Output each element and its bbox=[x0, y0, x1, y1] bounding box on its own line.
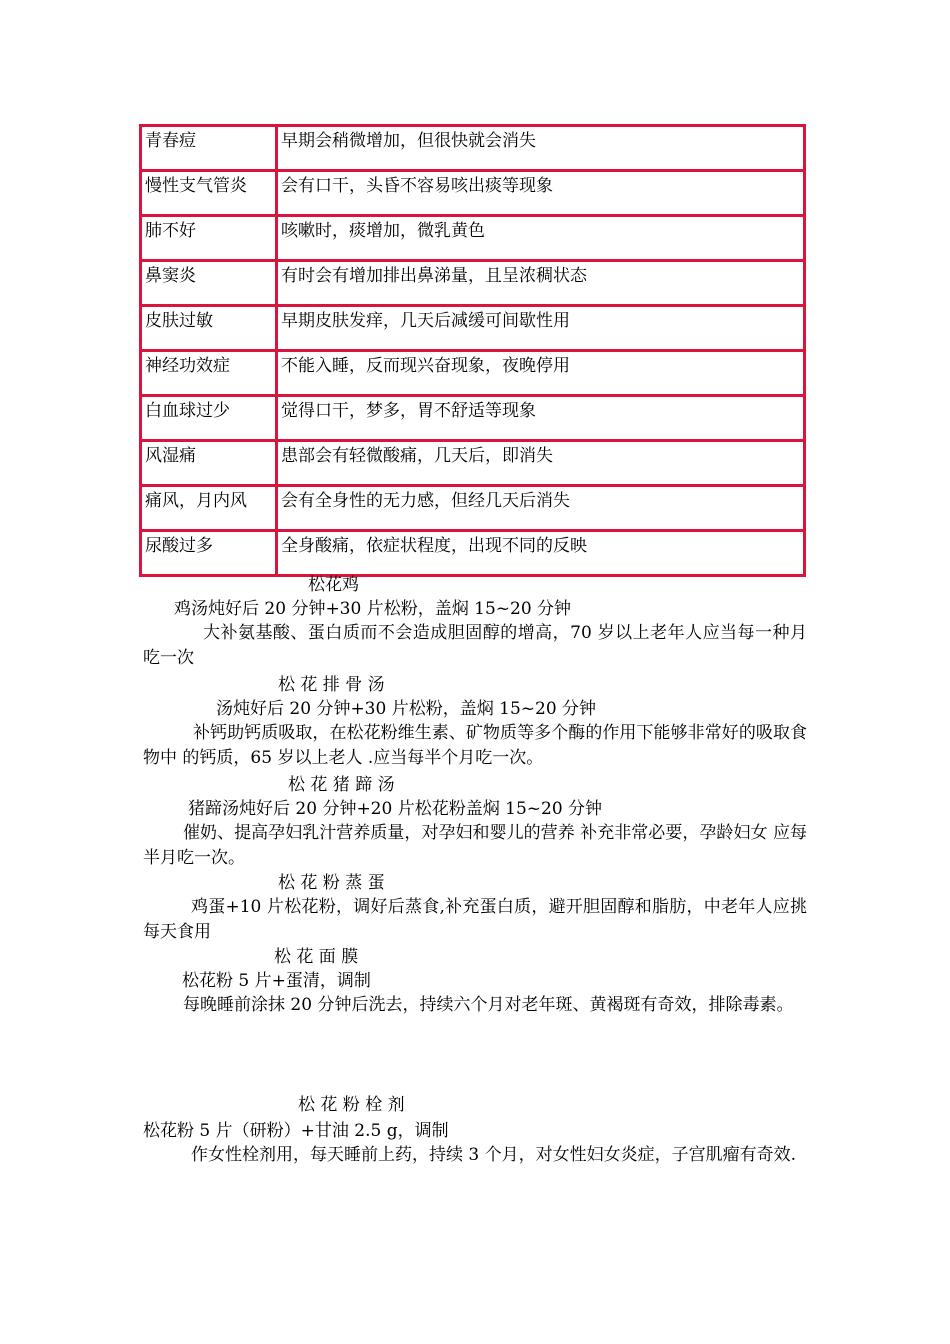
symptom-reaction-cell: 有时会有增加排出鼻涕量，且呈浓稠状态 bbox=[277, 261, 805, 306]
symptom-name-cell: 慢性支气管炎 bbox=[141, 171, 277, 216]
recipe-benefit-chicken: 大补氨基酸、蛋白质而不会造成胆固醇的增高，70 岁以上老年人应当每一种月吃一次 bbox=[143, 623, 807, 668]
recipe-benefit-suppository: 作女性栓剂用，每天睡前上药，持续 3 个月，对女性妇女炎症，子宫肌瘤有奇效. bbox=[191, 1145, 797, 1165]
symptom-reaction-cell: 会有全身性的无力感，但经几天后消失 bbox=[277, 486, 805, 531]
table-row bbox=[141, 486, 805, 531]
table-row bbox=[141, 396, 805, 441]
table-row bbox=[141, 171, 805, 216]
recipe-title-mask: 松 花 面 膜 bbox=[274, 947, 359, 967]
recipe-title-egg: 松 花 粉 蒸 蛋 bbox=[278, 873, 385, 893]
symptom-name-cell: 尿酸过多 bbox=[141, 531, 277, 576]
symptom-reaction-cell: 全身酸痛，依症状程度，出现不同的反映 bbox=[277, 531, 805, 576]
recipe-title-chicken: 松花鸡 bbox=[308, 575, 359, 595]
recipe-method-chicken: 鸡汤炖好后 20 分钟+30 片松粉，盖焖 15~20 分钟 bbox=[174, 599, 572, 619]
recipe-title-trotter: 松 花 猪 蹄 汤 bbox=[288, 775, 395, 795]
recipe-benefit-mask: 每晚睡前涂抹 20 分钟后洗去，持续六个月对老年斑、黄褐斑有奇效，排除毒素。 bbox=[183, 995, 794, 1015]
symptom-reaction-cell: 早期皮肤发痒，几天后减缓可间歇性用 bbox=[277, 306, 805, 351]
symptom-reaction-cell: 早期会稍微增加，但很快就会消失 bbox=[277, 126, 805, 171]
symptom-reaction-cell: 会有口干，头昏不容易咳出痰等现象 bbox=[277, 171, 805, 216]
recipe-title-ribs: 松 花 排 骨 汤 bbox=[278, 675, 385, 695]
symptom-name-cell: 青春痘 bbox=[141, 126, 277, 171]
symptom-name-cell: 鼻窦炎 bbox=[141, 261, 277, 306]
symptom-reaction-cell: 觉得口干，梦多，胃不舒适等现象 bbox=[277, 396, 805, 441]
table-row bbox=[141, 441, 805, 486]
table-row bbox=[141, 261, 805, 306]
symptom-reaction-cell: 咳嗽时，痰增加，微乳黄色 bbox=[277, 216, 805, 261]
recipe-method-trotter: 猪蹄汤炖好后 20 分钟+20 片松花粉盖焖 15~20 分钟 bbox=[188, 799, 603, 819]
symptom-name-cell: 神经功效症 bbox=[141, 351, 277, 396]
recipe-title-suppository: 松 花 粉 栓 剂 bbox=[298, 1095, 405, 1115]
symptom-reaction-table bbox=[139, 124, 806, 577]
recipe-method-ribs: 汤炖好后 20 分钟+30 片松粉，盖焖 15~20 分钟 bbox=[216, 699, 597, 719]
symptom-reaction-cell: 不能入睡，反而现兴奋现象，夜晚停用 bbox=[277, 351, 805, 396]
symptom-name-cell: 风湿痛 bbox=[141, 441, 277, 486]
recipe-method-mask: 松花粉 5 片+蛋清，调制 bbox=[182, 971, 371, 991]
recipe-benefit-trotter: 催奶、提高孕妇乳汁营养质量，对孕妇和婴儿的营养 补充非常必要，孕龄妇女 应每半月吃一次。 bbox=[143, 823, 807, 868]
recipe-method-suppository: 松花粉 5 片（研粉）+甘油 2.5 g，调制 bbox=[143, 1121, 449, 1141]
table-row bbox=[141, 216, 805, 261]
table-row bbox=[141, 126, 805, 171]
table-row bbox=[141, 531, 805, 576]
recipe-benefit-ribs: 补钙助钙质吸取，在松花粉维生素、矿物质等多个酶的作用下能够非常好的吸取食物中 的钙质，65 岁以上老人 .应当每半个月吃一次。 bbox=[143, 723, 807, 768]
table-row bbox=[141, 306, 805, 351]
symptom-name-cell: 白血球过少 bbox=[141, 396, 277, 441]
table-row bbox=[141, 351, 805, 396]
symptom-name-cell: 痛风，月内风 bbox=[141, 486, 277, 531]
symptom-reaction-cell: 患部会有轻微酸痛，几天后，即消失 bbox=[277, 441, 805, 486]
recipe-benefit-egg: 鸡蛋+10 片松花粉，调好后蒸食,补充蛋白质，避开胆固醇和脂肪，中老年人应挑每天食用 bbox=[143, 897, 807, 942]
symptom-name-cell: 肺不好 bbox=[141, 216, 277, 261]
symptom-name-cell: 皮肤过敏 bbox=[141, 306, 277, 351]
